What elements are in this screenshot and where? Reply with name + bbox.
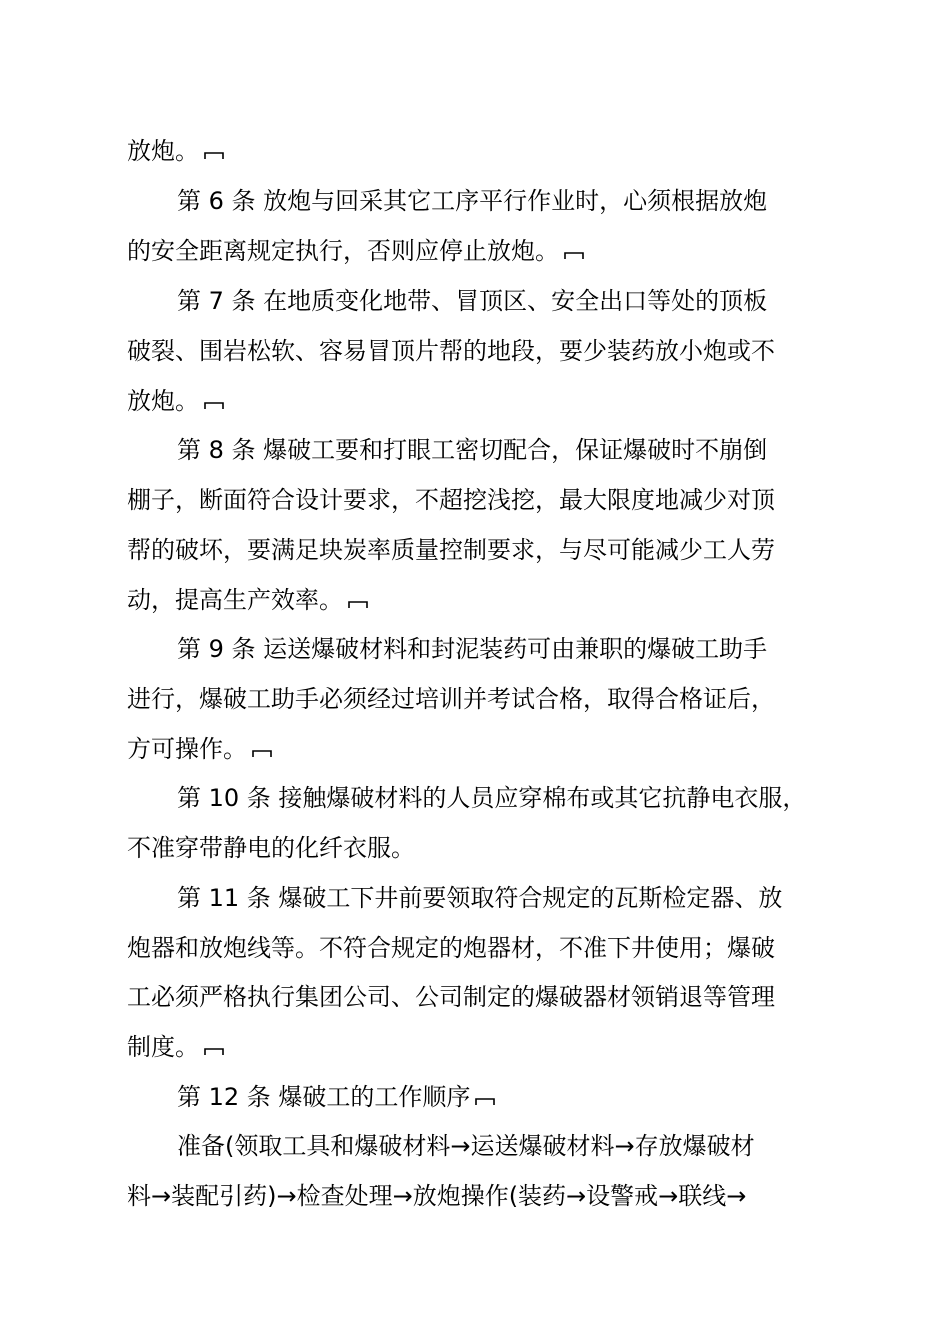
line-text: 方可操作。 — [127, 735, 247, 763]
line-text: 放炮。 — [127, 137, 199, 165]
line-text: 棚子，断面符合设计要求，不超挖浅挖，最大限度地减少对顶 — [127, 486, 775, 514]
line-text: 第 6 条 放炮与回采其它工序平行作业时，心须根据放炮 — [177, 187, 768, 215]
text-line — [127, 575, 827, 625]
text-line — [177, 624, 827, 674]
text-line — [177, 1072, 827, 1122]
text-line — [127, 326, 827, 376]
text-line — [127, 376, 827, 426]
text-line — [127, 972, 827, 1022]
text-line — [177, 773, 827, 823]
text-line — [177, 176, 827, 226]
text-line — [127, 1171, 827, 1221]
text-line — [127, 226, 827, 276]
line-text: 不准穿带静电的化纤衣服。 — [127, 834, 415, 862]
line-text: 进行，爆破工助手必须经过培训并考试合格，取得合格证后， — [127, 685, 775, 713]
line-text: 帮的破坏，要满足块炭率质量控制要求，与尽可能减少工人劳 — [127, 536, 775, 564]
text-line — [127, 674, 827, 724]
text-line — [127, 475, 827, 525]
line-text: 动，提高生产效率。 — [127, 586, 343, 614]
line-text: 第 12 条 爆破工的工作顺序 — [177, 1083, 471, 1111]
text-line — [177, 276, 827, 326]
paragraph-mark-icon — [251, 739, 273, 759]
line-text: 制度。 — [127, 1033, 199, 1061]
paragraph-mark-icon — [203, 391, 225, 411]
text-line — [127, 525, 827, 575]
line-text: 第 8 条 爆破工要和打眼工密切配合，保证爆破时不崩倒 — [177, 436, 768, 464]
line-text: 第 9 条 运送爆破材料和封泥装药可由兼职的爆破工助手 — [177, 635, 768, 663]
line-text: 第 10 条 接触爆破材料的人员应穿棉布或其它抗静电衣服， — [177, 784, 807, 812]
text-line — [127, 823, 827, 873]
paragraph-mark-icon — [347, 590, 369, 610]
line-text: 第 11 条 爆破工下井前要领取符合规定的瓦斯检定器、放 — [177, 884, 783, 912]
line-text: 料→装配引药)→检查处理→放炮操作(装药→设警戒→联线→ — [127, 1182, 747, 1210]
line-text: 工必须严格执行集团公司、公司制定的爆破器材领销退等管理 — [127, 983, 775, 1011]
line-text: 的安全距离规定执行，否则应停止放炮。 — [127, 237, 559, 265]
line-text: 准备(领取工具和爆破材料→运送爆破材料→存放爆破材 — [177, 1132, 755, 1160]
text-line — [127, 1022, 827, 1072]
line-text: 炮器和放炮线等。不符合规定的炮器材，不准下井使用；爆破 — [127, 934, 775, 962]
text-line — [127, 724, 827, 774]
text-line — [177, 873, 827, 923]
paragraph-mark-icon — [563, 241, 585, 261]
line-text: 破裂、围岩松软、容易冒顶片帮的地段，要少装药放小炮或不 — [127, 337, 775, 365]
line-text: 第 7 条 在地质变化地带、冒顶区、安全出口等处的顶板 — [177, 287, 768, 315]
text-line — [127, 126, 827, 176]
text-line — [177, 425, 827, 475]
text-line — [127, 923, 827, 973]
text-line — [177, 1121, 827, 1171]
paragraph-mark-icon — [203, 141, 225, 161]
paragraph-mark-icon — [474, 1087, 496, 1107]
line-text: 放炮。 — [127, 387, 199, 415]
paragraph-mark-icon — [203, 1037, 225, 1057]
